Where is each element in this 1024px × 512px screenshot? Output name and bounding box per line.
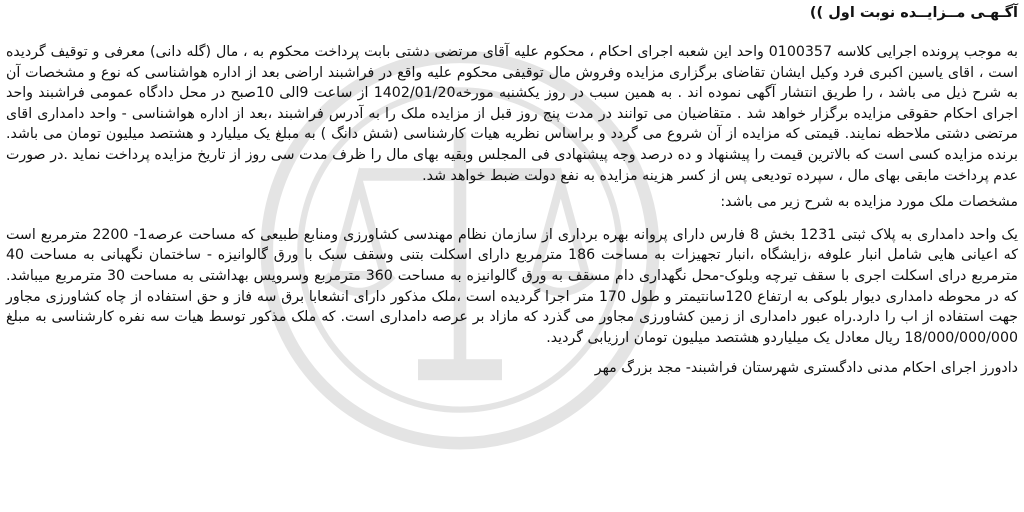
notice-title: آگـهـی مــزایــده نوبت اول ))	[809, 5, 1018, 21]
property-specs-paragraph: یک واحد دامداری به پلاک ثبتی 1231 بخش 8 فارس دارای پروانه بهره برداری از سازمان نظام مهندسی کشاورزی ومنابع طبیعی که مساحت عرصه1- 2200 مترمربع است که اعیانی هایی شامل انبار علوفه ،زایشگاه ،انبار تجهیزات به مساحت 186 مترمربع دارای اسکلت بتنی وسقف سبک با ورق گالوانیزه - ساختمان نگهبانی به مساحت 40 مترمربع درای اسکلت اجری با سقف تیرچه وبلوک-محل نگهداری دام مسقف به ورق گالوانیزه به مساحت 360 مترمربع وسرویس بهداشتی به مساحت 30 مترمربع میباشد. که در محوطه دامداری دیوار بلوکی به ارتفاع 120سانتیمتر و طول 170 متر اجرا گردیده است ،ملک مذکور دارای انشعابا برق سه فاز و حق استفاده از چاه کشاورزی مجاور جهت استفاده از اب را دارد.راه عبور دامداری از زمین کشاورزی مجاور می گذرد که مازاد بر عرصه دامداری است. که ملک مذکور توسط هیات سه نفره کارشناسی به مبلغ 18/000/000/000 ریال معادل یک میلیاردو هشتصد میلیون تومان ارزیابی گردید.	[6, 226, 1018, 346]
notice-intro-paragraph: به موجب پرونده اجرایی کلاسه 0100357 واحد این شعبه اجرای احکام ، محکوم علیه آقای مرتضی دشتی بابت پرداخت محکوم به ، مال (گله دانی) معرفی و توقیف گردیده است ، اقای یاسین اکبری فرد وکیل ایشان تقاضای برگزاری مزایده وفروش مال توقیفی محکوم علیه واقع در فراشبند اراضی بعد از اداره هواشناسی که نوع و مشخصات آن به شرح ذیل می باشد ، را طریق انتشار آگهی نموده اند . به همین سبب در روز یکشنبه مورخه1402/01/20 از ساعت 9الی 10صبح در محل دادگاه عمومی فراشبند واحد اجرای احکام حقوقی مزایده برگزار خواهد شد . متقاضیان می توانند در مدت پنج روز قبل از مزایده ملک را به آدرس فراشبند ،بعد از اداره هواشناسی - واحد دامداری اقای مرتضی دشتی ملاحظه نمایند. قیمتی که مزایده از آن شروع می گردد و براساس نظریه هیات کارشناسی (شش دانگ ) به مبلغ یک میلیارد و هشتصد میلیون تومان می باشد. برنده مزایده کسی است که بالاترین قیمت را پیشنهاد و ده درصد وجه پیشنهادی فی المجلس وبقیه بهای مال را ظرف مدت سی روز از تاریخ مزایده پرداخت نماید .در صورت عدم پرداخت مابقی بهای مال ، سپرده تودیعی پس از کسر هزینه مزایده به نفع دولت ضبط خواهد شد.	[6, 44, 1019, 184]
notice-signature: دادورز اجرای احکام مدنی دادگستری شهرستان فراشبند- مجد بزرگ مهر	[594, 360, 1018, 377]
property-specs-heading: مشخصات ملک مورد مزایده به شرح زیر می باشد:	[720, 194, 1018, 211]
